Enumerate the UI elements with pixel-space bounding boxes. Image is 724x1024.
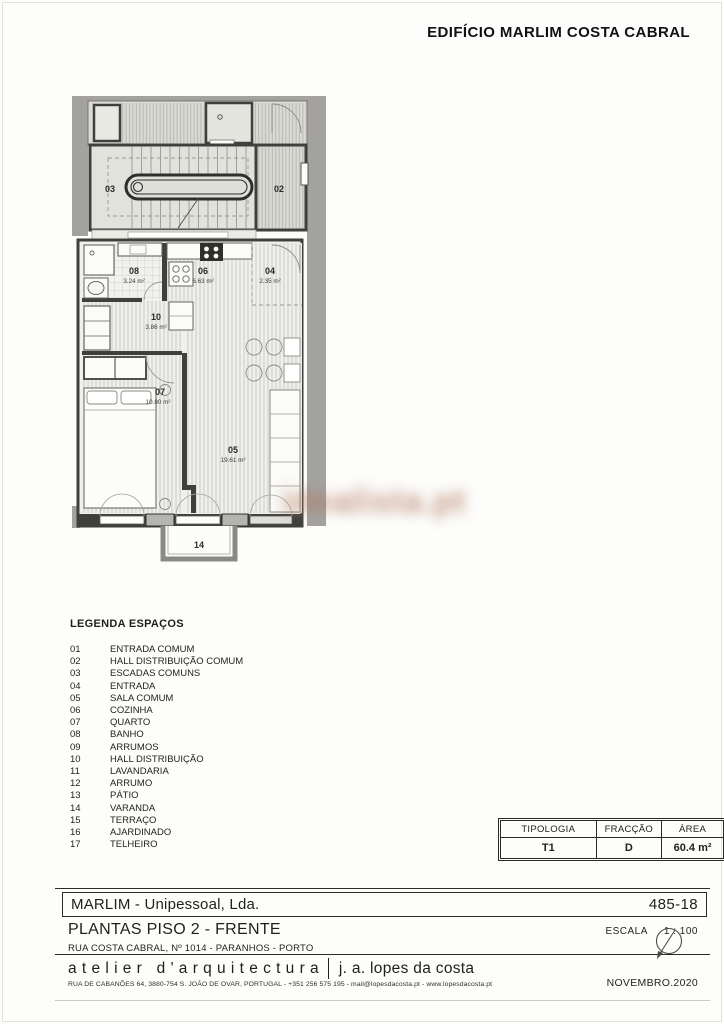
legend-item-number: 17	[70, 839, 81, 851]
site-address: RUA COSTA CABRAL, Nº 1014 - PARANHOS - PORTO	[68, 943, 314, 954]
room-area-07: 10.80 m²	[145, 399, 171, 406]
studio-separator	[328, 958, 329, 979]
footer-mid-rule	[55, 954, 710, 955]
legend-item	[70, 693, 370, 705]
legend-item-number: 03	[70, 668, 81, 680]
legend-item	[70, 827, 370, 839]
legend-item-label: ENTRADA COMUM	[110, 644, 195, 655]
spec-value-area: 60.4 m²	[662, 838, 724, 859]
landing-mat	[128, 232, 228, 238]
legend-item	[70, 668, 370, 680]
legend-item	[70, 717, 370, 729]
legend-heading: LEGENDA ESPAÇOS	[70, 618, 184, 630]
legend-item-number: 13	[70, 790, 81, 802]
legend-item-label: AJARDINADO	[110, 827, 172, 839]
room-label-08: 08	[128, 266, 140, 276]
legend-item	[70, 815, 370, 827]
watermark: idealista.pt	[282, 480, 467, 520]
legend-item-number: 04	[70, 680, 81, 692]
legend-item	[70, 766, 370, 778]
room-label-10: 10	[150, 312, 162, 322]
legend-item-number: 11	[70, 766, 80, 778]
studio-contacts: RUA DE CABANÕES 64, 3880-754 S. JOÃO DE OVAR, PORTUGAL - +351 256 575 195 - mail@lopesdacosta.pt - www.lopesdacosta.pt	[68, 981, 493, 988]
legend-item-number: 01	[70, 644, 81, 655]
room-label-04: 04	[264, 266, 276, 276]
legend-item	[70, 790, 370, 802]
legend-item-label: PÁTIO	[110, 790, 139, 802]
legend-item-label: ESCADAS COMUNS	[110, 668, 201, 680]
spec-header-area: ÁREA	[662, 821, 724, 838]
legend-item	[70, 839, 370, 851]
date: NOVEMBRO.2020	[606, 977, 698, 989]
legend-item-number: 05	[70, 692, 81, 704]
legend-item	[70, 742, 370, 754]
scale-label: ESCALA	[605, 926, 648, 937]
legend-item-number: 16	[70, 827, 81, 839]
legend-item-label: HALL DISTRIBUIÇÃO COMUM	[110, 656, 244, 668]
legend-item	[70, 803, 370, 815]
legend-item-number: 15	[70, 814, 81, 826]
room-label-05: 05	[227, 445, 239, 455]
legend-item-number: 08	[70, 729, 81, 741]
legend-item-label: BANHO	[110, 729, 144, 741]
room-area-10: 3.86 m²	[145, 324, 167, 331]
legend-item-label: QUARTO	[110, 717, 151, 729]
room-area-04: 2.35 m²	[259, 278, 281, 285]
spec-table	[500, 820, 724, 859]
legend-item	[70, 656, 370, 668]
sheet-title: EDIFÍCIO MARLIM COSTA CABRAL	[427, 24, 690, 41]
north-arrow-icon	[646, 922, 690, 970]
room-area-05: 19.61 m²	[220, 457, 246, 464]
common-strip	[88, 101, 307, 146]
room-label-03: 03	[104, 184, 116, 194]
studio-name: atelier d'arquitectura	[68, 959, 324, 977]
room-area-08: 3.24 m²	[123, 278, 145, 285]
company-box	[62, 892, 707, 917]
legend-item-label: LAVANDARIA	[110, 766, 169, 778]
legend-item-label: SALA COMUM	[110, 692, 174, 704]
studio-partner: j. a. lopes da costa	[338, 959, 475, 977]
legend-item-number: 14	[70, 802, 81, 814]
legend-item-label: VARANDA	[110, 802, 156, 814]
footer-top-rule	[55, 888, 710, 889]
legend-item	[70, 705, 370, 717]
company-name: MARLIM - Unipessoal, Lda.	[71, 896, 260, 913]
legend-item	[70, 778, 370, 790]
room-label-14: 14	[193, 540, 205, 550]
legend-item-number: 09	[70, 741, 81, 753]
hall-closet	[84, 306, 110, 350]
legend-item-label: ENTRADA	[110, 680, 156, 692]
legend-item-label: TELHEIRO	[110, 839, 158, 851]
legend-item	[70, 754, 370, 766]
legend-item-number: 06	[70, 705, 81, 717]
legend-item-number: 07	[70, 717, 81, 729]
legend-item-number: 12	[70, 778, 81, 790]
room-label-06: 06	[197, 266, 209, 276]
spec-value-tipologia: T1	[501, 838, 597, 859]
legend-item	[70, 729, 370, 741]
drawing-title: PLANTAS PISO 2 - FRENTE	[68, 921, 281, 938]
room-label-02: 02	[273, 184, 285, 194]
legend	[70, 618, 370, 851]
legend-item-label: HALL DISTRIBUIÇÃO	[110, 753, 204, 765]
studio-signature	[68, 958, 474, 979]
scale-value: 1 : 100	[663, 926, 698, 937]
spec-header-tipologia: TIPOLOGIA	[501, 821, 597, 838]
legend-item-label: TERRAÇO	[110, 814, 157, 826]
sheet-number: 485-18	[648, 896, 698, 913]
footer-bottom-rule	[55, 1000, 710, 1001]
legend-item-label: COZINHA	[110, 705, 153, 717]
legend-item	[70, 644, 370, 656]
legend-item-label: ARRUMO	[110, 778, 153, 790]
legend-item	[70, 681, 370, 693]
room-area-06: 6.63 m²	[192, 278, 214, 285]
legend-item-label: ARRUMOS	[110, 741, 159, 753]
spec-value-fraccao: D	[596, 838, 662, 859]
spec-header-fraccao: FRACÇÃO	[596, 821, 662, 838]
legend-item-number: 10	[70, 753, 81, 765]
room-label-07: 07	[154, 387, 166, 397]
legend-item-number: 02	[70, 656, 81, 668]
